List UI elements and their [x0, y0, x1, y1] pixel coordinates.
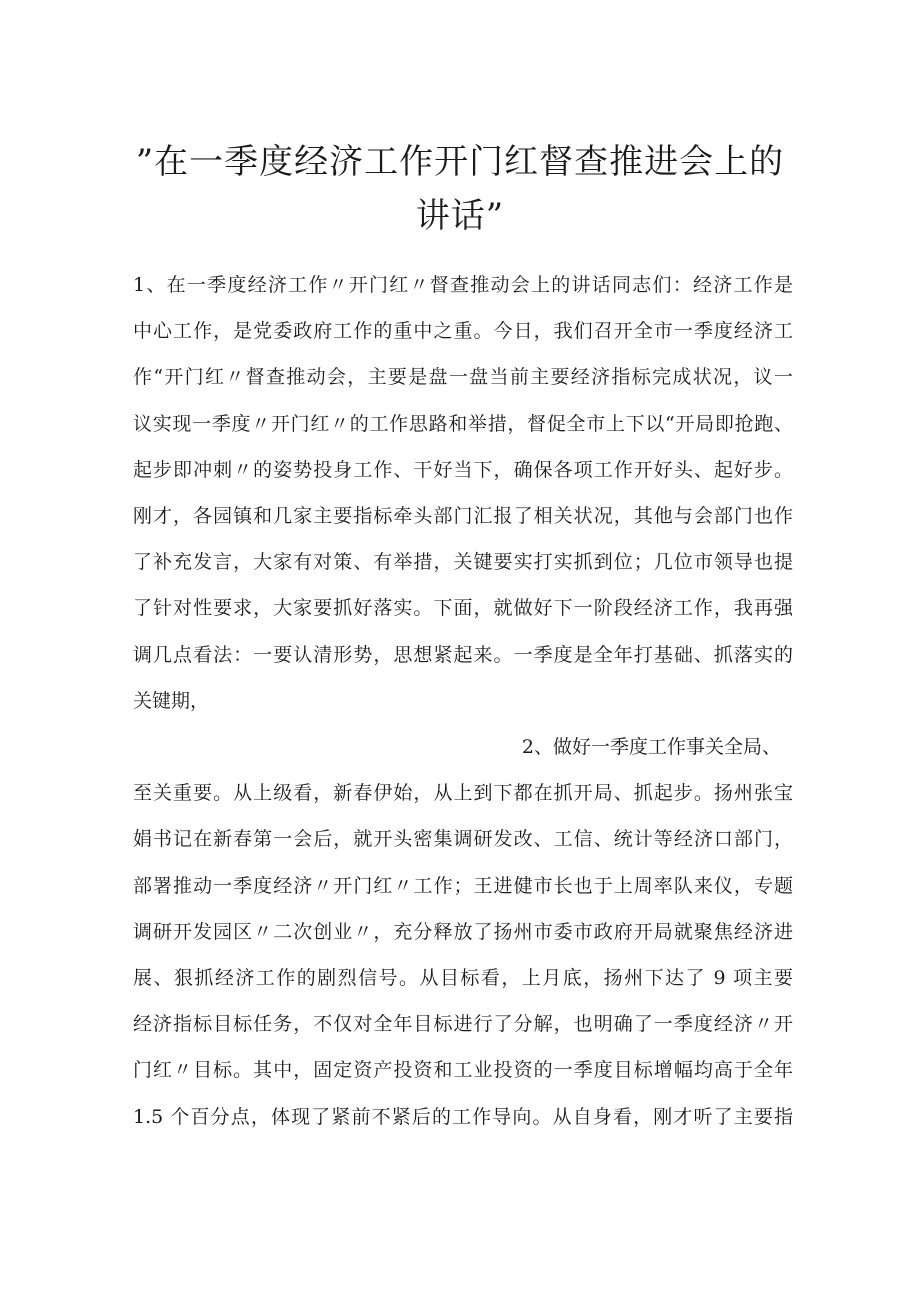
text-line: 刚才，各园镇和几家主要指标牵头部门汇报了相关状况，其他与会部门也作 — [133, 505, 793, 528]
text-line: 门红〃目标。其中，固定资产投资和工业投资的一季度目标增幅均高于全年 — [133, 1059, 793, 1082]
document-body — [133, 262, 793, 1140]
paragraph-2 — [133, 770, 793, 1140]
text-line: 部署推动一季度经济〃开门红〃工作；王进健市长也于上周率队来仪，专题 — [133, 874, 793, 897]
text-line: 展、狠抓经济工作的剧烈信号。从目标看，上月底，扬州下达了 9 项主要 — [133, 967, 793, 990]
text-line: 娟书记在新春第一会后，就开头密集调研发改、工信、统计等经济口部门， — [133, 828, 793, 851]
text-line: 至关重要。从上级看，新春伊始，从上到下都在抓开局、抓起步。扬州张宝 — [133, 782, 793, 805]
paragraph-1 — [133, 262, 793, 724]
text-line: 起步即冲刺〃的姿势投身工作、干好当下，确保各项工作开好头、起好步。 — [133, 458, 793, 481]
text-line: 了补充发言，大家有对策、有举措，关键要实打实抓到位；几位市领导也提 — [133, 551, 793, 574]
text-line: 调研开发园区〃二次创业〃，充分释放了扬州市委市政府开局就聚焦经济进 — [133, 920, 793, 943]
paragraph-2-heading: 2、做好一季度工作事关全局、 — [521, 736, 781, 759]
text-line: 中心工作，是党委政府工作的重中之重。今日，我们召开全市一季度经济工 — [133, 320, 793, 343]
text-line: 了针对性要求，大家要抓好落实。下面，就做好下一阶段经济工作，我再强 — [133, 597, 793, 620]
text-line: 议实现一季度〃开门红〃的工作思路和举措，督促全市上下以“开局即抢跑、 — [133, 412, 793, 435]
text-line: 1、在一季度经济工作〃开门红〃督查推动会上的讲话同志们：经济工作是 — [133, 274, 793, 296]
document-title — [130, 135, 790, 243]
text-line: 经济指标目标任务，不仅对全年目标进行了分解，也明确了一季度经济〃开 — [133, 1013, 793, 1036]
text-line: 1.5 个百分点，体现了紧前不紧后的工作导向。从自身看，刚才听了主要指 — [133, 1105, 793, 1128]
title-line-1: ”在一季度经济工作开门红督查推进会上的 — [135, 141, 785, 182]
text-line: 关键期， — [133, 689, 210, 712]
text-line: 作“开门红〃督查推动会，主要是盘一盘当前主要经济指标完成状况，议一 — [133, 366, 793, 389]
text-line: 调几点看法：一要认清形势，思想紧起来。一季度是全年打基础、抓落实的 — [133, 643, 793, 666]
title-line-2: 讲话” — [415, 195, 505, 236]
